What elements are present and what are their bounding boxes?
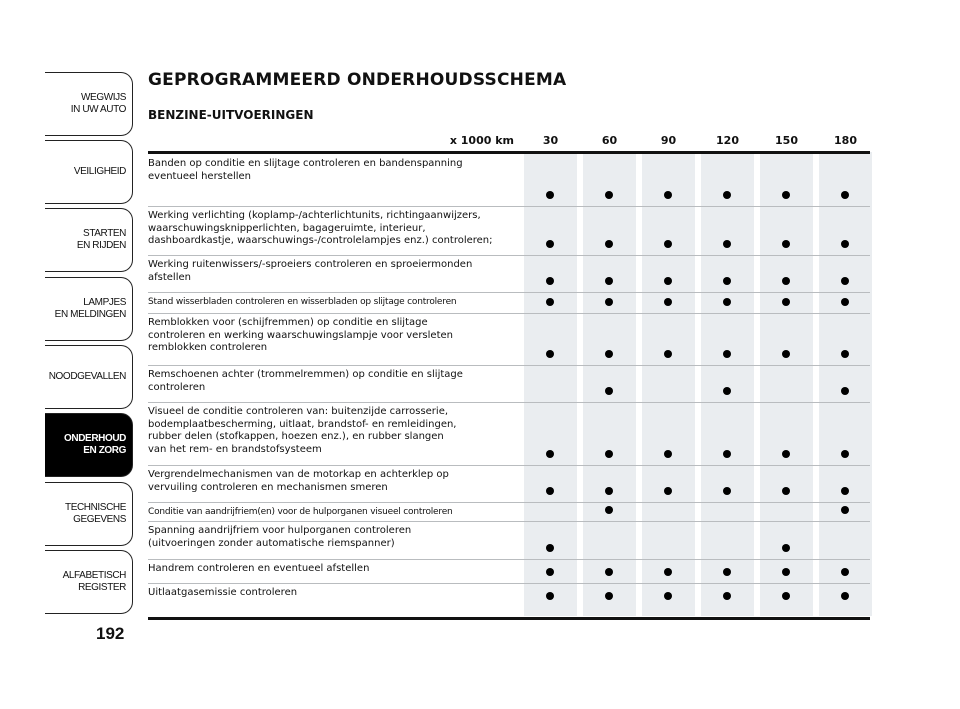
- service-mark-dot: [664, 240, 672, 248]
- page-subtitle: BENZINE-UITVOERINGEN: [148, 108, 314, 122]
- table-header: [148, 130, 870, 152]
- page-title: GEPROGRAMMEERD ONDERHOUDSSCHEMA: [148, 70, 567, 90]
- service-mark-dot: [782, 191, 790, 199]
- sidebar-tab[interactable]: TECHNISCHE GEGEVENS: [45, 482, 133, 546]
- service-mark-dot: [664, 592, 672, 600]
- service-mark-dot: [841, 506, 849, 514]
- row-description: Werking ruitenwissers/-sproeiers controleren en sproeiermonden afstellen: [148, 259, 473, 283]
- service-mark-dot: [664, 298, 672, 306]
- service-mark-dot: [782, 450, 790, 458]
- service-mark-dot: [605, 487, 613, 495]
- page-number: 192: [96, 624, 125, 643]
- sidebar-tab[interactable]: WEGWIJS IN UW AUTO: [45, 72, 133, 136]
- service-mark-dot: [723, 487, 731, 495]
- service-mark-dot: [782, 568, 790, 576]
- service-mark-dot: [723, 240, 731, 248]
- service-mark-dot: [782, 298, 790, 306]
- service-mark-dot: [605, 191, 613, 199]
- table-row: [148, 293, 870, 314]
- service-mark-dot: [664, 350, 672, 358]
- service-mark-dot: [841, 487, 849, 495]
- service-mark-dot: [841, 387, 849, 395]
- table-row: [148, 155, 870, 207]
- unit-label: x 1000 km: [449, 134, 514, 147]
- service-mark-dot: [546, 544, 554, 552]
- table-row: [148, 503, 870, 522]
- table-row: [148, 256, 870, 293]
- row-description: Spanning aandrijfriem voor hulporganen controleren (uitvoeringen zonder automatische riemspanner): [148, 525, 412, 549]
- service-mark-dot: [605, 450, 613, 458]
- service-mark-dot: [664, 450, 672, 458]
- service-mark-dot: [841, 350, 849, 358]
- table-row: [148, 207, 870, 256]
- column-header: 90: [660, 134, 677, 147]
- sidebar-tab[interactable]: VEILIGHEID: [45, 140, 133, 204]
- service-mark-dot: [546, 450, 554, 458]
- service-mark-dot: [546, 240, 554, 248]
- service-mark-dot: [605, 592, 613, 600]
- service-mark-dot: [664, 191, 672, 199]
- service-mark-dot: [546, 277, 554, 285]
- service-mark-dot: [546, 592, 554, 600]
- service-mark-dot: [782, 350, 790, 358]
- column-header: 120: [716, 134, 739, 147]
- row-description: Visueel de conditie controleren van: buitenzijde carrosserie, bodemplaatbescherming, uitlaat, brandstof- en remleidingen, rubber delen (stofkappen, hoezen enz.), en rubber slangen van het rem- en brandstofsysteem: [148, 406, 457, 455]
- column-header: 30: [542, 134, 559, 147]
- service-mark-dot: [664, 487, 672, 495]
- service-mark-dot: [723, 592, 731, 600]
- sidebar-tab[interactable]: STARTEN EN RIJDEN: [45, 208, 133, 272]
- service-mark-dot: [723, 298, 731, 306]
- service-mark-dot: [841, 240, 849, 248]
- row-description: Remblokken voor (schijfremmen) op conditie en slijtage controleren en werking waarschuwingslampje voor versleten remblokken controleren: [148, 317, 453, 353]
- service-mark-dot: [841, 568, 849, 576]
- table-row: [148, 466, 870, 503]
- sidebar-tab[interactable]: NOODGEVALLEN: [45, 345, 133, 409]
- service-mark-dot: [782, 240, 790, 248]
- service-mark-dot: [605, 277, 613, 285]
- column-header: 180: [834, 134, 857, 147]
- row-description: Vergrendelmechanismen van de motorkap en achterklep op vervuiling controleren en mechanismen smeren: [148, 469, 449, 493]
- service-mark-dot: [664, 568, 672, 576]
- sidebar-tab[interactable]: LAMPJES EN MELDINGEN: [45, 277, 133, 341]
- service-mark-dot: [605, 240, 613, 248]
- sidebar-tab[interactable]: ONDERHOUD EN ZORG: [45, 413, 133, 477]
- service-mark-dot: [782, 487, 790, 495]
- service-mark-dot: [723, 277, 731, 285]
- row-description: Conditie van aandrijfriem(en) voor de hulporganen visueel controleren: [148, 507, 453, 517]
- table-row: [148, 560, 870, 584]
- service-mark-dot: [723, 191, 731, 199]
- table-row: [148, 584, 870, 608]
- service-mark-dot: [841, 450, 849, 458]
- service-mark-dot: [841, 277, 849, 285]
- service-mark-dot: [841, 191, 849, 199]
- service-mark-dot: [605, 506, 613, 514]
- service-mark-dot: [723, 450, 731, 458]
- row-description: Remschoenen achter (trommelremmen) op conditie en slijtage controleren: [148, 369, 463, 393]
- table-row: [148, 314, 870, 366]
- row-description: Uitlaatgasemissie controleren: [148, 587, 298, 598]
- row-description: Banden op conditie en slijtage controleren en bandenspanning eventueel herstellen: [148, 158, 463, 182]
- service-mark-dot: [723, 387, 731, 395]
- row-description: Stand wisserbladen controleren en wisserbladen op slijtage controleren: [148, 297, 457, 307]
- service-mark-dot: [546, 568, 554, 576]
- service-mark-dot: [546, 191, 554, 199]
- column-header: 60: [601, 134, 618, 147]
- service-mark-dot: [782, 544, 790, 552]
- service-mark-dot: [605, 387, 613, 395]
- service-mark-dot: [782, 277, 790, 285]
- row-description: Handrem controleren en eventueel afstellen: [148, 563, 370, 574]
- service-mark-dot: [605, 568, 613, 576]
- column-header: 150: [775, 134, 798, 147]
- table-row: [148, 403, 870, 466]
- table-row: [148, 522, 870, 560]
- service-mark-dot: [546, 298, 554, 306]
- service-mark-dot: [605, 350, 613, 358]
- table-row: [148, 366, 870, 403]
- sidebar-tab[interactable]: ALFABETISCH REGISTER: [45, 550, 133, 614]
- table-bottom-divider: [148, 617, 870, 620]
- service-mark-dot: [841, 298, 849, 306]
- service-mark-dot: [841, 592, 849, 600]
- service-mark-dot: [605, 298, 613, 306]
- service-mark-dot: [723, 568, 731, 576]
- service-mark-dot: [546, 350, 554, 358]
- row-description: Werking verlichting (koplamp-/achterlichtunits, richtingaanwijzers, waarschuwingsknipperlichten, bagageruimte, interieur, dashboardkastje, waarschuwings-/controlelampjes enz.) controleren;: [148, 210, 493, 246]
- service-mark-dot: [664, 277, 672, 285]
- service-mark-dot: [782, 592, 790, 600]
- service-mark-dot: [546, 487, 554, 495]
- service-mark-dot: [723, 350, 731, 358]
- header-divider: [148, 151, 870, 154]
